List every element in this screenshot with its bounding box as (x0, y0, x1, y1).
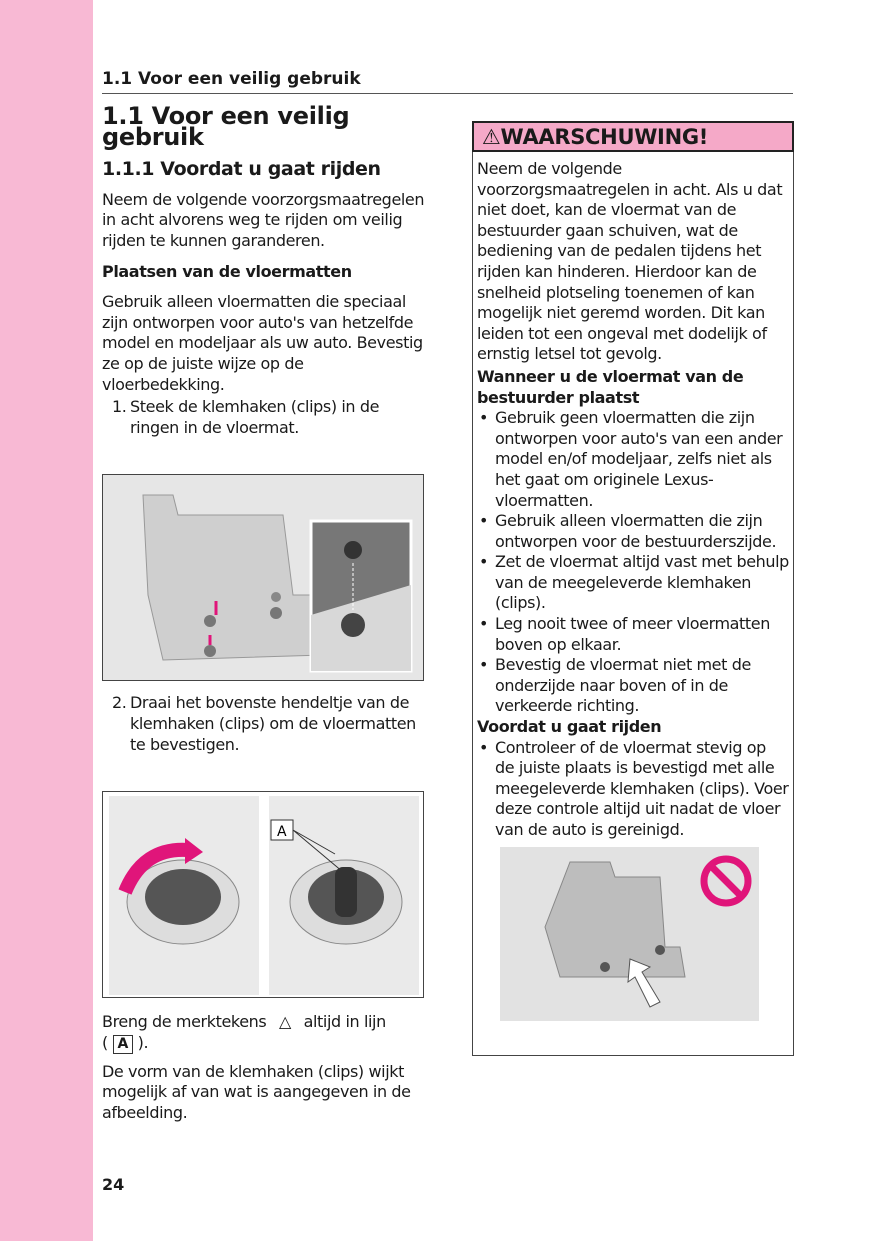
left-column (102, 102, 427, 1133)
warning-title: WAARSCHUWING! (500, 125, 709, 149)
list-item: • Leg nooit twee of meer vloermatten boven op elkaar. (477, 614, 789, 655)
list-item: • Controleer of de vloermat stevig op de juiste plaats is bevestigd met alle meegeleverde klemhaken (clips). Voer deze controle altijd uit nadat de vloer van de auto is gereinigd. (477, 738, 789, 841)
figure-clip-rotation (102, 791, 424, 998)
align-note-text: Breng de merktekens (102, 1012, 267, 1032)
list-item: • Bevestig de vloermat niet met de onderzijde naar boven of in de verkeerde richting. (477, 655, 789, 717)
intro-text: Neem de volgende voorzorgsmaatregelen in acht alvorens weg te rijden om veilig rijden te kunnen garanderen. (102, 189, 425, 250)
step-text: Steek de klemhaken (clips) in de ringen in de vloermat. (130, 397, 380, 437)
warning-header (472, 121, 794, 152)
step-number: 1. (112, 397, 127, 417)
section-text: Gebruik alleen vloermatten die speciaal zijn ontworpen voor auto's van hetzelfde model en modeljaar als uw auto. Bevestig ze op de juiste wijze op de vloerbedekking. (102, 292, 423, 394)
shape-note: De vorm van de klemhaken (clips) wijkt mogelijk af van wat is aangegeven in de afbeelding. (102, 1061, 411, 1122)
step-text: Draai het bovenste hendeltje van de klemhaken (clips) om de vloermatten te bevestigen. (130, 693, 416, 754)
paren: ). (137, 1032, 149, 1052)
list-item: • Gebruik geen vloermatten die zijn ontworpen voor auto's van een ander model en/of modeljaar, zelfs niet als het gaat om originele Lexus-vloermatten. (477, 408, 789, 511)
warning-heading-before-driving: Voordat u gaat rijden (477, 717, 662, 737)
warning-intro: Neem de volgende voorzorgsmaatregelen in acht. Als u dat niet doet, kan de vloermat van de bestuurder gaan schuiven, wat de bediening van de pedalen tijdens het rijden kan hinderen. Hierdoor kan de snelheid plotseling toenemen of kan mogelijk niet geremd worden. Dit kan leiden tot een ongeval met dodelijk of ernstig letsel tot gevolg. (477, 159, 783, 364)
page-title: 1.1 Voor een veilig gebruik (102, 102, 350, 151)
list-item: • Gebruik alleen vloermatten die zijn ontworpen voor de bestuurderszijde. (477, 511, 789, 552)
clip-rotation-illustration (103, 792, 424, 998)
step-1 (102, 397, 427, 438)
warning-list-before-driving (477, 738, 789, 841)
triangle-mark-icon: △ (279, 1012, 291, 1032)
prohibited-mat-illustration (500, 847, 759, 1021)
figure-floor-mat-clips (102, 474, 424, 681)
paren: ( (102, 1032, 108, 1052)
label-a-box: A (113, 1035, 133, 1054)
step-2 (102, 693, 427, 755)
page-margin-tab (0, 0, 93, 1241)
running-header: 1.1 Voor een veilig gebruik (102, 69, 793, 94)
section-subtitle: 1.1.1 Voordat u gaat rijden (102, 158, 381, 181)
page-number: 24 (102, 1175, 125, 1194)
list-item: • Zet de vloermat altijd vast met behulp van de meegeleverde klemhaken (clips). (477, 552, 789, 614)
floor-mat-illustration (103, 475, 424, 681)
warning-heading-placing: Wanneer u de vloermat van de bestuurder plaatst (477, 366, 744, 407)
warning-list-placing (477, 408, 789, 717)
align-note (102, 1012, 427, 1054)
step-number: 2. (112, 693, 127, 713)
warning-triangle-icon: ⚠ (482, 125, 501, 149)
figure-label-a: A (277, 824, 287, 841)
align-note-text: altijd in lijn (303, 1012, 386, 1032)
section-heading: Plaatsen van de vloermatten (102, 261, 352, 281)
warning-box (472, 121, 794, 1056)
